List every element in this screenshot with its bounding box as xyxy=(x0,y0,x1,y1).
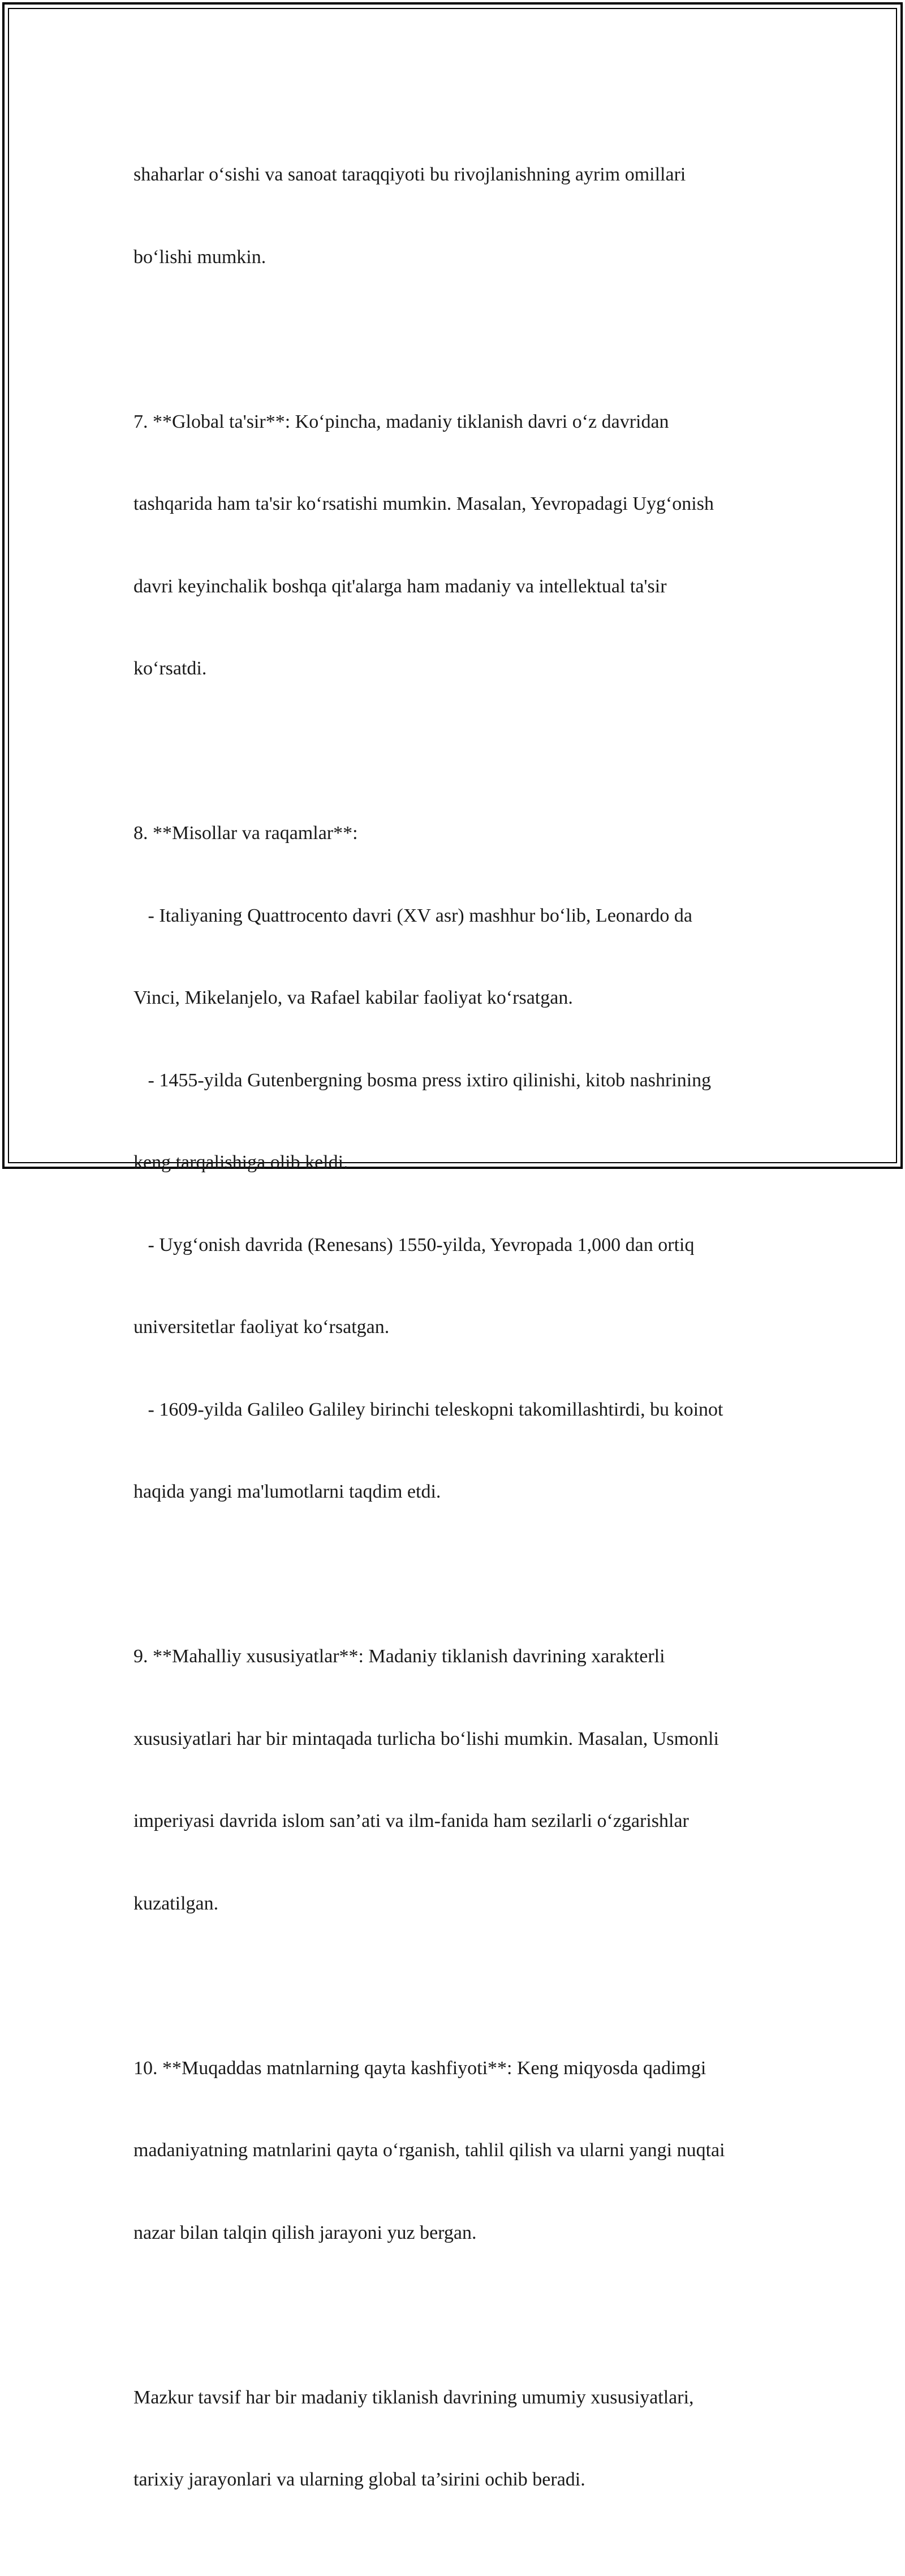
list-item-line: - 1455-yilda Gutenbergning bosma press ixtiro qilinishi, kitob nashrining xyxy=(133,1069,712,1091)
text-line: shaharlar o‘sishi va sanoat taraqqiyoti bu rivojlanishning ayrim omillari xyxy=(133,164,686,185)
paragraph-continuation xyxy=(133,106,790,326)
paragraph-conclusion xyxy=(133,2329,790,2549)
list-item-line: - Uyg‘onish davrida (Renesans) 1550-yilda, Yevropada 1,000 dan ortiq xyxy=(133,1234,695,1255)
text-line: imperiyasi davrida islom san’ati va ilm-fanida ham sezilarli o‘zgarishlar xyxy=(133,1810,689,1831)
text-line: xususiyatlari har bir mintaqada turlicha bo‘lishi mumkin. Masalan, Usmonli xyxy=(133,1728,719,1749)
document-body xyxy=(133,106,790,2576)
text-line: tashqarida ham ta'sir ko‘rsatishi mumkin. Masalan, Yevropadagi Uyg‘onish xyxy=(133,493,714,514)
text-line: bo‘lishi mumkin. xyxy=(133,246,266,268)
text-line: tarixiy jarayonlari va ularning global ta’sirini ochib beradi. xyxy=(133,2469,585,2490)
text-line: Vinci, Mikelanjelo, va Rafael kabilar faoliyat ko‘rsatgan. xyxy=(133,987,573,1008)
paragraph-misollar xyxy=(133,765,790,1561)
list-item-line: - Italiyaning Quattrocento davri (XV asr) mashhur bo‘lib, Leonardo da xyxy=(133,905,692,926)
text-line: 7. **Global ta'sir**: Ko‘pincha, madaniy tiklanish davri o‘z davridan xyxy=(133,411,669,432)
paragraph-muqaddas xyxy=(133,2000,790,2302)
text-line: universitetlar faoliyat ko‘rsatgan. xyxy=(133,1317,390,1338)
text-line: 9. **Mahalliy xususiyatlar**: Madaniy tiklanish davrining xarakterli xyxy=(133,1646,665,1667)
text-line: madaniyatning matnlarini qayta o‘rganish, tahlil qilish va ularni yangi nuqtai xyxy=(133,2140,725,2161)
text-line: 10. **Muqaddas matnlarning qayta kashfiyoti**: Keng miqyosda qadimgi xyxy=(133,2057,706,2079)
text-line: haqida yangi ma'lumotlarni taqdim etdi. xyxy=(133,1481,441,1502)
paragraph-mahalliy xyxy=(133,1588,790,1972)
text-line: davri keyinchalik boshqa qit'alarga ham madaniy va intellektual ta'sir xyxy=(133,575,667,597)
text-line: ko‘rsatdi. xyxy=(133,658,207,679)
text-line: 8. **Misollar va raqamlar**: xyxy=(133,823,358,844)
text-line: keng tarqalishiga olib keldi. xyxy=(133,1152,348,1173)
text-line: kuzatilgan. xyxy=(133,1893,219,1914)
list-item-line: - 1609-yilda Galileo Galiley birinchi teleskopni takomillashtirdi, bu koinot xyxy=(133,1399,723,1420)
text-line: nazar bilan talqin qilish jarayoni yuz bergan. xyxy=(133,2222,477,2243)
text-line: Mazkur tavsif har bir madaniy tiklanish davrining umumiy xususiyatlari, xyxy=(133,2386,694,2408)
paragraph-global-tasir xyxy=(133,354,790,738)
